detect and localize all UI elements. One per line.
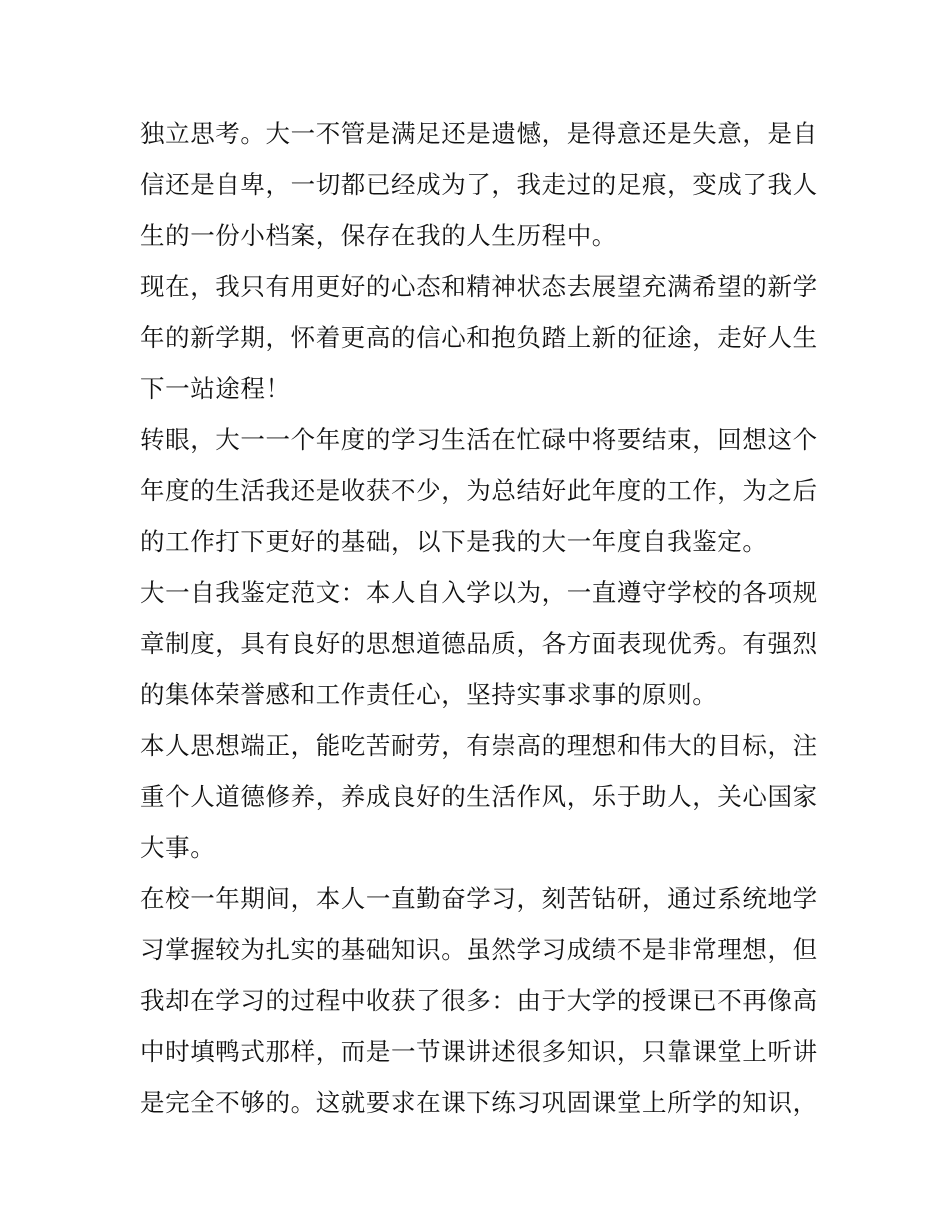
text-line: 大一自我鉴定范文：本人自入学以为，一直遵守学校的各项规 bbox=[140, 578, 818, 607]
text-line: 大事。 bbox=[140, 833, 216, 862]
text-line: 习掌握较为扎实的基础知识。虽然学习成绩不是非常理想，但 bbox=[140, 935, 818, 964]
paragraph-4 bbox=[140, 567, 818, 720]
text-line: 章制度，具有良好的思想道德品质，各方面表现优秀。有强烈 bbox=[140, 629, 818, 658]
text-line: 下一站途程！ bbox=[140, 374, 291, 403]
text-line: 我却在学习的过程中收获了很多：由于大学的授课已不再像高 bbox=[140, 986, 818, 1015]
paragraph-6 bbox=[140, 873, 818, 1128]
text-line: 的集体荣誉感和工作责任心，坚持实事求事的原则。 bbox=[140, 680, 718, 709]
text-line: 转眼，大一一个年度的学习生活在忙碌中将要结束，回想这个 bbox=[140, 425, 818, 454]
paragraph-5 bbox=[140, 720, 818, 873]
text-line: 年的新学期，怀着更高的信心和抱负踏上新的征途，走好人生 bbox=[140, 323, 818, 352]
text-line: 在校一年期间，本人一直勤奋学习，刻苦钻研，通过系统地学 bbox=[140, 884, 818, 913]
paragraph-1 bbox=[140, 108, 818, 261]
text-line: 年度的生活我还是收获不少，为总结好此年度的工作，为之后 bbox=[140, 476, 818, 505]
text-line: 信还是自卑，一切都已经成为了，我走过的足痕，变成了我人 bbox=[140, 170, 818, 199]
text-line: 重个人道德修养，养成良好的生活作风，乐于助人，关心国家 bbox=[140, 782, 818, 811]
text-line: 是完全不够的。这就要求在课下练习巩固课堂上所学的知识， bbox=[140, 1088, 818, 1117]
text-line: 生的一份小档案，保存在我的人生历程中。 bbox=[140, 221, 617, 250]
text-line: 的工作打下更好的基础，以下是我的大一年度自我鉴定。 bbox=[140, 527, 768, 556]
paragraph-3 bbox=[140, 414, 818, 567]
text-line: 中时填鸭式那样，而是一节课讲述很多知识，只靠课堂上听讲 bbox=[140, 1037, 818, 1066]
paragraph-2 bbox=[140, 261, 818, 414]
text-line: 本人思想端正，能吃苦耐劳，有崇高的理想和伟大的目标，注 bbox=[140, 731, 818, 760]
text-line: 现在，我只有用更好的心态和精神状态去展望充满希望的新学 bbox=[140, 272, 818, 301]
document-body bbox=[140, 108, 818, 1128]
text-line: 独立思考。大一不管是满足还是遗憾，是得意还是失意，是自 bbox=[140, 119, 818, 148]
